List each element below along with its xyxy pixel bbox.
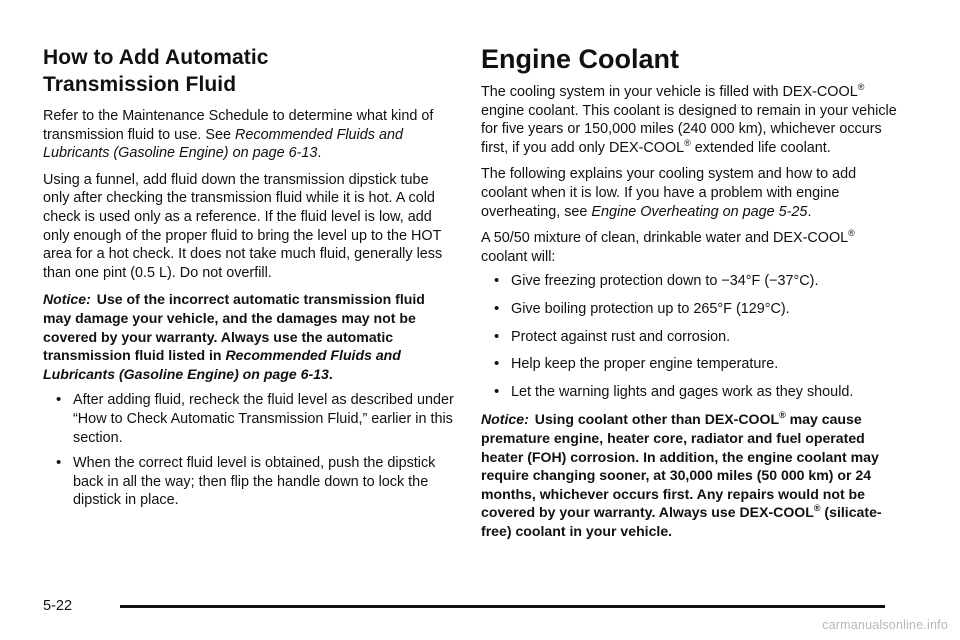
notice-end: . [328,365,333,382]
transmission-bullet-list [43,391,455,510]
paragraph-text: The cooling system in your vehicle is filled with DEX-COOL [481,84,858,100]
notice-transmission-fluid [43,290,455,383]
section-heading-transmission-fluid [43,44,455,98]
cross-reference-overheating: Engine Overheating on page 5-25 [591,203,808,220]
notice-label: Notice: [481,411,529,428]
list-item [481,328,901,347]
paragraph-end: . [317,145,322,162]
registered-mark: ® [857,82,865,92]
list-item [481,383,901,402]
list-item-text: Give boiling protection up to 265°F (129°C). [511,300,790,317]
bullet-icon: • [494,299,500,317]
notice-text: may cause premature engine, heater core, radiator and fuel operated heater (FOH) corrosion. In addition, the engine coolant may require changing sooner, at 30,000 miles (50 000 km) or 24 months, whichever occurs first. Any repairs would not be covered by your warranty. Always use DEX-COOL [481,411,879,521]
list-item [481,355,901,374]
list-item-text: Let the warning lights and gages work as they should. [511,383,854,400]
list-item [43,391,455,447]
paragraph-cooling-explanation [481,165,901,221]
paragraph-end: . [807,203,812,220]
list-item [481,272,901,291]
heading-line-1: How to Add Automatic [43,46,269,69]
bullet-icon: • [494,355,500,373]
section-heading-engine-coolant: Engine Coolant [481,44,679,74]
notice-text: Use of the incorrect automatic transmission fluid may damage your vehicle, and the damages may not be covered by your warranty. Always use the automatic transmission fluid listed in [43,291,425,364]
bullet-icon: • [56,391,62,409]
watermark: carmanualsonline.info [822,618,948,632]
list-item-text: Give freezing protection down to −34°F (−37°C). [511,273,819,290]
paragraph-funnel-instructions: Using a funnel, add fluid down the transmission dipstick tube only after checking the transmission fluid while it is hot. A cold check is used only as a reference. If the fluid level is low, add only enough of the proper fluid to bring the level up to the HOT area for a hot check. It does not take much fluid, generally less than one pint (0.5 L). Do not overfill. [43,171,443,281]
notice-coolant [481,410,901,540]
paragraph-text: Refer to the Maintenance Schedule to determine what kind of transmission fluid to use. See [43,108,434,143]
list-item-text: Protect against rust and corrosion. [511,328,731,345]
left-column [43,44,455,517]
paragraph-text: extended life coolant. [690,139,831,156]
list-item [43,454,455,510]
paragraph-text: A 50/50 mixture of clean, drinkable water and DEX-COOL [481,230,849,247]
list-item-text: Help keep the proper engine temperature. [511,356,779,373]
list-item-text: After adding fluid, recheck the fluid level as described under “How to Check Automatic Transmission Fluid,” earlier in this section. [73,392,454,446]
right-column [481,44,901,548]
notice-text: Using coolant other than DEX-COOL [534,411,780,428]
notice-cross-reference: Recommended Fluids and Lubricants (Gasoline Engine) on page 6-13 [43,347,401,382]
coolant-bullet-list [481,272,901,401]
bullet-icon: • [494,327,500,345]
list-item [481,300,901,319]
registered-mark: ® [813,503,821,514]
bullet-icon: • [494,382,500,400]
bullet-icon: • [494,272,500,290]
footer-rule [120,605,885,608]
paragraph-maintenance-schedule [43,107,455,163]
paragraph-text: coolant will: [481,248,556,265]
registered-mark: ® [684,137,691,148]
page-number: 5-22 [43,598,73,614]
paragraph-text: engine coolant. This coolant is designed to remain in your vehicle for five years or 150,000 miles (240 000 km), whichever occurs first, if you add only DEX-COOL [481,102,897,156]
registered-mark: ® [848,228,855,239]
heading-line-2: Transmission Fluid [43,73,237,96]
notice-label: Notice: [43,291,91,308]
list-item-text: When the correct fluid level is obtained, push the dipstick back in all the way; then flip the handle down to lock the dipstick in place. [73,455,436,509]
notice-text: (silicate-free) coolant in your vehicle. [481,504,882,539]
cross-reference-fluids: Recommended Fluids and Lubricants (Gasoline Engine) on page 6-13 [43,126,403,162]
paragraph-cooling-system [481,83,901,157]
registered-mark: ® [779,410,786,421]
paragraph-mixture [481,229,901,266]
bullet-icon: • [56,454,62,472]
paragraph-text: The following explains your cooling system and how to add coolant when it is low. If you have a problem with engine overheating, see [481,166,857,220]
